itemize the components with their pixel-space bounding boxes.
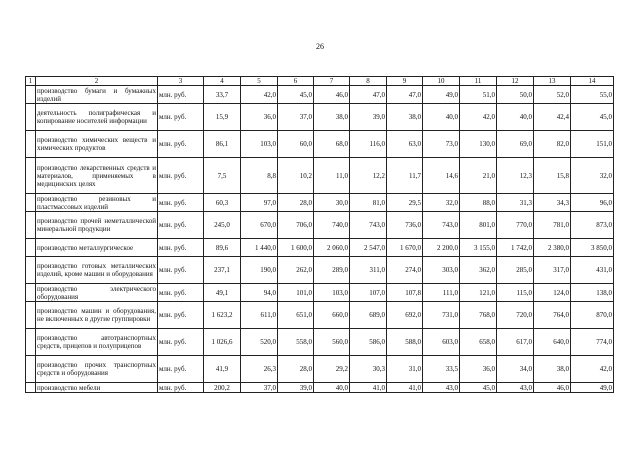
value-cell: 1 600,0 bbox=[278, 239, 314, 257]
value-cell: 47,0 bbox=[387, 86, 423, 104]
value-cell: 274,0 bbox=[387, 257, 423, 284]
value-cell: 30,3 bbox=[350, 356, 387, 383]
value-cell: 1 670,0 bbox=[387, 239, 423, 257]
header-cell-13: 13 bbox=[534, 77, 571, 86]
table-row bbox=[26, 86, 614, 104]
value-cell: 97,0 bbox=[241, 194, 278, 212]
value-cell: 743,0 bbox=[423, 212, 460, 239]
unit-cell: млн. руб. bbox=[158, 239, 204, 257]
value-cell: 588,0 bbox=[387, 329, 423, 356]
value-cell: 692,0 bbox=[387, 302, 423, 329]
value-cell: 101,0 bbox=[278, 284, 314, 302]
header-row bbox=[26, 77, 614, 86]
value-cell: 30,0 bbox=[314, 194, 350, 212]
value-cell: 743,0 bbox=[350, 212, 387, 239]
value-cell: 42,4 bbox=[534, 104, 571, 131]
indicator-name: производство машин и оборудования, не включенных в другие группировки bbox=[36, 302, 158, 329]
value-cell: 520,0 bbox=[241, 329, 278, 356]
indicator-name: производство прочих транспортных средств и оборудования bbox=[36, 356, 158, 383]
value-cell: 41,0 bbox=[350, 383, 387, 393]
value-cell: 1 440,0 bbox=[241, 239, 278, 257]
unit-cell: млн. руб. bbox=[158, 356, 204, 383]
unit-cell: млн. руб. bbox=[158, 329, 204, 356]
value-cell: 764,0 bbox=[534, 302, 571, 329]
header-cell-4: 4 bbox=[204, 77, 241, 86]
value-cell: 69,0 bbox=[497, 131, 534, 158]
table-body bbox=[26, 77, 614, 393]
value-cell: 40,0 bbox=[497, 104, 534, 131]
value-cell: 362,0 bbox=[460, 257, 497, 284]
indicator-name: производство бумаги и бумажных изделий bbox=[37, 86, 156, 103]
value-cell: 107,8 bbox=[387, 284, 423, 302]
value-cell: 42,0 bbox=[241, 86, 278, 104]
unit-cell: млн. руб. bbox=[158, 302, 204, 329]
value-cell: 60,3 bbox=[204, 194, 241, 212]
value-cell: 42,0 bbox=[571, 356, 614, 383]
value-cell: 3 155,0 bbox=[460, 239, 497, 257]
value-cell: 640,0 bbox=[534, 329, 571, 356]
value-cell: 15,9 bbox=[204, 104, 241, 131]
header-cell-14: 14 bbox=[571, 77, 614, 86]
header-cell-9: 9 bbox=[387, 77, 423, 86]
value-cell: 39,0 bbox=[350, 104, 387, 131]
value-cell: 151,0 bbox=[571, 131, 614, 158]
value-cell: 38,0 bbox=[534, 356, 571, 383]
value-cell: 311,0 bbox=[350, 257, 387, 284]
header-cell-3: 3 bbox=[158, 77, 204, 86]
value-cell: 116,0 bbox=[350, 131, 387, 158]
table-row bbox=[26, 356, 614, 383]
indicator-name: производство электрического оборудования bbox=[37, 284, 156, 301]
table-row bbox=[26, 158, 614, 194]
value-cell: 2 200,0 bbox=[423, 239, 460, 257]
unit-cell: млн. руб. bbox=[158, 104, 204, 131]
value-cell: 45,0 bbox=[460, 383, 497, 393]
value-cell: 237,1 bbox=[204, 257, 241, 284]
value-cell: 558,0 bbox=[278, 329, 314, 356]
value-cell: 31,0 bbox=[387, 356, 423, 383]
header-cell-2: 2 bbox=[36, 77, 158, 86]
value-cell: 46,0 bbox=[314, 86, 350, 104]
value-cell: 303,0 bbox=[423, 257, 460, 284]
value-cell: 26,3 bbox=[241, 356, 278, 383]
value-cell: 7,5 bbox=[204, 158, 241, 194]
value-cell: 96,0 bbox=[571, 194, 614, 212]
row-index-cell bbox=[26, 86, 36, 104]
value-cell: 660,0 bbox=[314, 302, 350, 329]
value-cell: 68,0 bbox=[314, 131, 350, 158]
value-cell: 801,0 bbox=[460, 212, 497, 239]
value-cell: 706,0 bbox=[278, 212, 314, 239]
row-index-cell bbox=[26, 329, 36, 356]
value-cell: 60,0 bbox=[278, 131, 314, 158]
table-row bbox=[26, 194, 614, 212]
value-cell: 1 742,0 bbox=[497, 239, 534, 257]
value-cell: 586,0 bbox=[350, 329, 387, 356]
value-cell: 115,0 bbox=[497, 284, 534, 302]
indicator-name: производство резиновых и пластмассовых изделий bbox=[37, 194, 156, 211]
value-cell: 32,0 bbox=[571, 158, 614, 194]
value-cell: 21,0 bbox=[460, 158, 497, 194]
value-cell: 32,0 bbox=[423, 194, 460, 212]
row-index-cell bbox=[26, 104, 36, 131]
value-cell: 36,0 bbox=[241, 104, 278, 131]
value-cell: 262,0 bbox=[278, 257, 314, 284]
table-row bbox=[26, 104, 614, 131]
value-cell: 51,0 bbox=[460, 86, 497, 104]
value-cell: 89,6 bbox=[204, 239, 241, 257]
value-cell: 770,0 bbox=[497, 212, 534, 239]
value-cell: 731,0 bbox=[423, 302, 460, 329]
unit-cell: млн. руб. bbox=[158, 86, 204, 104]
value-cell: 14,6 bbox=[423, 158, 460, 194]
value-cell: 689,0 bbox=[350, 302, 387, 329]
value-cell: 40,0 bbox=[423, 104, 460, 131]
value-cell: 8,8 bbox=[241, 158, 278, 194]
value-cell: 138,0 bbox=[571, 284, 614, 302]
table-row bbox=[26, 302, 614, 329]
value-cell: 39,0 bbox=[278, 383, 314, 393]
value-cell: 873,0 bbox=[571, 212, 614, 239]
value-cell: 88,0 bbox=[460, 194, 497, 212]
header-cell-7: 7 bbox=[314, 77, 350, 86]
table-row bbox=[26, 284, 614, 302]
value-cell: 43,0 bbox=[423, 383, 460, 393]
table-row bbox=[26, 257, 614, 284]
value-cell: 121,0 bbox=[460, 284, 497, 302]
value-cell: 130,0 bbox=[460, 131, 497, 158]
value-cell: 12,2 bbox=[350, 158, 387, 194]
value-cell: 28,0 bbox=[278, 194, 314, 212]
value-cell: 2 547,0 bbox=[350, 239, 387, 257]
value-cell: 617,0 bbox=[497, 329, 534, 356]
value-cell: 34,3 bbox=[534, 194, 571, 212]
value-cell: 82,0 bbox=[534, 131, 571, 158]
value-cell: 45,0 bbox=[571, 104, 614, 131]
unit-cell: млн. руб. bbox=[158, 383, 204, 393]
value-cell: 1 026,6 bbox=[204, 329, 241, 356]
value-cell: 38,0 bbox=[387, 104, 423, 131]
table-row bbox=[26, 212, 614, 239]
indicator-name: производство автотранспортных средств, прицепов и полуприцепов bbox=[36, 329, 158, 356]
unit-cell: млн. руб. bbox=[158, 158, 204, 194]
value-cell: 431,0 bbox=[571, 257, 614, 284]
value-cell: 740,0 bbox=[314, 212, 350, 239]
value-cell: 29,5 bbox=[387, 194, 423, 212]
value-cell: 12,3 bbox=[497, 158, 534, 194]
value-cell: 36,0 bbox=[460, 356, 497, 383]
value-cell: 560,0 bbox=[314, 329, 350, 356]
value-cell: 46,0 bbox=[534, 383, 571, 393]
value-cell: 2 380,0 bbox=[534, 239, 571, 257]
unit-cell: млн. руб. bbox=[158, 257, 204, 284]
value-cell: 10,2 bbox=[278, 158, 314, 194]
value-cell: 49,0 bbox=[571, 383, 614, 393]
value-cell: 41,0 bbox=[387, 383, 423, 393]
header-cell-6: 6 bbox=[278, 77, 314, 86]
value-cell: 55,0 bbox=[571, 86, 614, 104]
row-index-cell bbox=[26, 194, 36, 212]
value-cell: 50,0 bbox=[497, 86, 534, 104]
row-index-cell bbox=[26, 158, 36, 194]
header-cell-11: 11 bbox=[460, 77, 497, 86]
value-cell: 73,0 bbox=[423, 131, 460, 158]
value-cell: 49,0 bbox=[423, 86, 460, 104]
value-cell: 103,0 bbox=[241, 131, 278, 158]
value-cell: 11,7 bbox=[387, 158, 423, 194]
value-cell: 43,0 bbox=[497, 383, 534, 393]
value-cell: 81,0 bbox=[350, 194, 387, 212]
value-cell: 31,3 bbox=[497, 194, 534, 212]
table-row bbox=[26, 383, 614, 393]
indicator-name: производство готовых металлических изделий, кроме машин и оборудования bbox=[36, 257, 158, 284]
row-index-cell bbox=[26, 131, 36, 158]
value-cell: 49,1 bbox=[204, 284, 241, 302]
value-cell: 45,0 bbox=[278, 86, 314, 104]
indicator-name: производство прочей неметаллической минеральной продукции bbox=[36, 212, 158, 239]
indicator-name: производство металлургическое bbox=[36, 239, 158, 257]
row-index-cell bbox=[26, 383, 36, 393]
row-index-cell bbox=[26, 284, 36, 302]
value-cell: 38,0 bbox=[314, 104, 350, 131]
value-cell: 41,9 bbox=[204, 356, 241, 383]
value-cell: 317,0 bbox=[534, 257, 571, 284]
unit-cell: млн. руб. bbox=[158, 194, 204, 212]
indicator-name: производство мебели bbox=[36, 383, 158, 393]
value-cell: 37,0 bbox=[278, 104, 314, 131]
value-cell: 34,0 bbox=[497, 356, 534, 383]
value-cell: 190,0 bbox=[241, 257, 278, 284]
value-cell: 774,0 bbox=[571, 329, 614, 356]
value-cell: 86,1 bbox=[204, 131, 241, 158]
value-cell: 111,0 bbox=[423, 284, 460, 302]
value-cell: 611,0 bbox=[241, 302, 278, 329]
value-cell: 245,0 bbox=[204, 212, 241, 239]
table-row bbox=[26, 329, 614, 356]
value-cell: 870,0 bbox=[571, 302, 614, 329]
indicator-name: производство лекарственных средств и материалов, применяемых в медицинских целях bbox=[36, 158, 158, 194]
table-row bbox=[26, 131, 614, 158]
header-cell-1: 1 bbox=[26, 77, 36, 86]
data-table bbox=[25, 76, 614, 393]
header-cell-10: 10 bbox=[423, 77, 460, 86]
value-cell: 200,2 bbox=[204, 383, 241, 393]
value-cell: 2 060,0 bbox=[314, 239, 350, 257]
value-cell: 11,0 bbox=[314, 158, 350, 194]
value-cell: 768,0 bbox=[460, 302, 497, 329]
table-row bbox=[26, 239, 614, 257]
value-cell: 651,0 bbox=[278, 302, 314, 329]
value-cell: 107,0 bbox=[350, 284, 387, 302]
value-cell: 42,0 bbox=[460, 104, 497, 131]
row-index-cell bbox=[26, 257, 36, 284]
value-cell: 658,0 bbox=[460, 329, 497, 356]
value-cell: 94,0 bbox=[241, 284, 278, 302]
value-cell: 124,0 bbox=[534, 284, 571, 302]
value-cell: 289,0 bbox=[314, 257, 350, 284]
value-cell: 736,0 bbox=[387, 212, 423, 239]
value-cell: 781,0 bbox=[534, 212, 571, 239]
row-index-cell bbox=[26, 239, 36, 257]
row-index-cell bbox=[26, 212, 36, 239]
value-cell: 52,0 bbox=[534, 86, 571, 104]
indicator-name: деятельность полиграфическая и копирование носителей информации bbox=[36, 104, 158, 131]
unit-cell: млн. руб. bbox=[158, 131, 204, 158]
value-cell: 1 623,2 bbox=[204, 302, 241, 329]
header-cell-5: 5 bbox=[241, 77, 278, 86]
header-cell-8: 8 bbox=[350, 77, 387, 86]
value-cell: 47,0 bbox=[350, 86, 387, 104]
value-cell: 285,0 bbox=[497, 257, 534, 284]
value-cell: 63,0 bbox=[387, 131, 423, 158]
value-cell: 670,0 bbox=[241, 212, 278, 239]
value-cell: 40,0 bbox=[314, 383, 350, 393]
indicator-name: производство химических веществ и химических продуктов bbox=[36, 131, 158, 158]
value-cell: 720,0 bbox=[497, 302, 534, 329]
value-cell: 103,0 bbox=[314, 284, 350, 302]
value-cell: 29,2 bbox=[314, 356, 350, 383]
header-cell-12: 12 bbox=[497, 77, 534, 86]
value-cell: 28,0 bbox=[278, 356, 314, 383]
unit-cell: млн. руб. bbox=[158, 284, 204, 302]
unit-cell: млн. руб. bbox=[158, 212, 204, 239]
value-cell: 3 850,0 bbox=[571, 239, 614, 257]
value-cell: 37,0 bbox=[241, 383, 278, 393]
page-number: 26 bbox=[316, 42, 324, 51]
value-cell: 15,8 bbox=[534, 158, 571, 194]
value-cell: 33,7 bbox=[204, 86, 241, 104]
value-cell: 33,5 bbox=[423, 356, 460, 383]
value-cell: 603,0 bbox=[423, 329, 460, 356]
row-index-cell bbox=[26, 302, 36, 329]
row-index-cell bbox=[26, 356, 36, 383]
